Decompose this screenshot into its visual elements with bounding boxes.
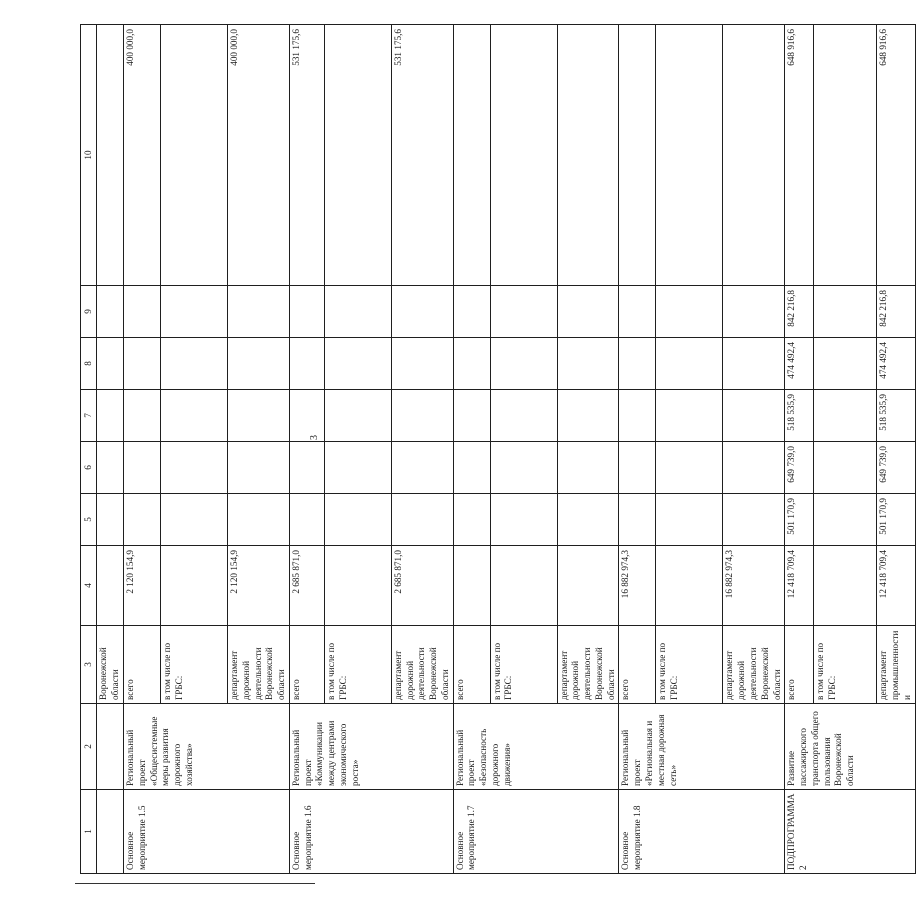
value-cell <box>124 338 161 390</box>
value-cell <box>723 338 785 390</box>
value-cell <box>656 338 723 390</box>
value-cell <box>723 390 785 442</box>
value-cell: 400 000,0 <box>124 25 161 286</box>
value-cell <box>656 390 723 442</box>
value-cell <box>228 390 290 442</box>
value-cell <box>814 25 877 286</box>
table-row <box>785 25 814 874</box>
value-cell <box>289 286 324 338</box>
value-cell: 648 916,6 <box>877 25 915 286</box>
page-number: 3 <box>309 435 320 440</box>
value-cell: 400 000,0 <box>228 25 290 286</box>
value-cell <box>324 25 391 286</box>
value-cell: 12 418 709,4 <box>785 546 814 626</box>
value-cell: 649 739,0 <box>877 442 915 494</box>
value-cell <box>619 494 656 546</box>
line-label-cell: в том числе по ГРБС: <box>490 626 557 704</box>
value-cell <box>97 442 124 494</box>
project-cell: Региональный проект «Общесистемные меры развития дорожного хозяйства» <box>124 704 290 790</box>
value-cell: 531 175,6 <box>391 25 453 286</box>
value-cell <box>723 25 785 286</box>
table-cell <box>97 704 124 790</box>
value-cell <box>557 286 619 338</box>
line-label-cell: департамент дорожной деятельности Воронежской области <box>723 626 785 704</box>
value-cell <box>723 286 785 338</box>
value-cell <box>814 286 877 338</box>
value-cell <box>453 442 490 494</box>
value-cell <box>656 546 723 626</box>
activity-cell: Основное мероприятие 1.8 <box>619 790 785 874</box>
header-cell: 10 <box>81 25 97 286</box>
value-cell <box>490 546 557 626</box>
budget-table <box>80 24 916 874</box>
header-cell: 4 <box>81 546 97 626</box>
footer-rule <box>75 883 315 884</box>
table-row <box>289 25 324 874</box>
value-cell <box>289 390 324 442</box>
value-cell <box>97 390 124 442</box>
value-cell <box>228 286 290 338</box>
activity-cell: Основное мероприятие 1.5 <box>124 790 290 874</box>
value-cell <box>453 390 490 442</box>
value-cell <box>324 338 391 390</box>
line-label-cell: в том числе по ГРБС: <box>324 626 391 704</box>
value-cell <box>97 25 124 286</box>
value-cell <box>557 442 619 494</box>
value-cell: 2 685 871,0 <box>391 546 453 626</box>
line-label-cell: всего <box>619 626 656 704</box>
table-cell <box>97 790 124 874</box>
value-cell <box>656 442 723 494</box>
value-cell: 16 882 974,3 <box>619 546 656 626</box>
value-cell <box>453 286 490 338</box>
value-cell <box>814 494 877 546</box>
line-label-cell: департамент дорожной деятельности Воронежской области <box>228 626 290 704</box>
value-cell: 16 882 974,3 <box>723 546 785 626</box>
value-cell <box>490 286 557 338</box>
value-cell <box>324 442 391 494</box>
table-row <box>619 25 656 874</box>
header-cell: 8 <box>81 338 97 390</box>
value-cell: 842 216,8 <box>877 286 915 338</box>
value-cell: 518 535,9 <box>877 390 915 442</box>
value-cell <box>814 442 877 494</box>
line-label-cell: всего <box>785 626 814 704</box>
line-label-cell: в том числе по ГРБС: <box>161 626 228 704</box>
value-cell <box>453 338 490 390</box>
header-cell: 9 <box>81 286 97 338</box>
carry-over-cell: Воронежской области <box>97 626 124 704</box>
header-cell: 6 <box>81 442 97 494</box>
value-cell <box>124 494 161 546</box>
value-cell <box>723 494 785 546</box>
value-cell <box>228 442 290 494</box>
value-cell <box>619 390 656 442</box>
value-cell <box>656 494 723 546</box>
value-cell <box>161 25 228 286</box>
value-cell <box>557 338 619 390</box>
value-cell <box>814 546 877 626</box>
value-cell: 501 170,9 <box>877 494 915 546</box>
value-cell <box>619 338 656 390</box>
value-cell: 474 492,4 <box>785 338 814 390</box>
line-label-cell: в том числе по ГРБС: <box>814 626 877 704</box>
value-cell: 2 120 154,9 <box>124 546 161 626</box>
value-cell <box>557 390 619 442</box>
value-cell <box>619 286 656 338</box>
value-cell: 842 216,8 <box>785 286 814 338</box>
value-cell <box>453 494 490 546</box>
value-cell <box>324 494 391 546</box>
value-cell <box>814 338 877 390</box>
value-cell <box>161 546 228 626</box>
activity-cell: Основное мероприятие 1.7 <box>453 790 619 874</box>
value-cell <box>723 442 785 494</box>
header-cell: 5 <box>81 494 97 546</box>
value-cell <box>97 494 124 546</box>
project-cell: Развитие пассажирского транспорта общего пользования Воронежской области <box>785 704 915 790</box>
value-cell <box>391 286 453 338</box>
line-label-cell: всего <box>289 626 324 704</box>
value-cell <box>490 442 557 494</box>
line-label-cell: в том числе по ГРБС: <box>656 626 723 704</box>
value-cell <box>97 546 124 626</box>
value-cell <box>161 442 228 494</box>
value-cell <box>557 494 619 546</box>
value-cell <box>656 25 723 286</box>
value-cell <box>453 546 490 626</box>
line-label-cell: департамент дорожной деятельности Воронежской области <box>391 626 453 704</box>
table-row <box>97 25 124 874</box>
value-cell <box>490 338 557 390</box>
value-cell <box>490 494 557 546</box>
header-cell: 2 <box>81 704 97 790</box>
value-cell <box>391 338 453 390</box>
header-cell: 3 <box>81 626 97 704</box>
value-cell <box>97 286 124 338</box>
value-cell <box>557 25 619 286</box>
table-row <box>124 25 161 874</box>
value-cell <box>124 286 161 338</box>
value-cell <box>324 546 391 626</box>
value-cell <box>814 390 877 442</box>
project-cell: Региональный проект «Региональная и местная дорожная сеть» <box>619 704 785 790</box>
project-cell: Региональный проект «Безопасность дорожного движения» <box>453 704 619 790</box>
value-cell <box>124 390 161 442</box>
value-cell <box>619 442 656 494</box>
value-cell: 474 492,4 <box>877 338 915 390</box>
value-cell <box>490 25 557 286</box>
value-cell <box>391 442 453 494</box>
line-label-cell: всего <box>124 626 161 704</box>
value-cell: 501 170,9 <box>785 494 814 546</box>
value-cell: 518 535,9 <box>785 390 814 442</box>
value-cell <box>124 442 161 494</box>
value-cell <box>557 546 619 626</box>
header-cell: 1 <box>81 790 97 874</box>
header-cell: 7 <box>81 390 97 442</box>
value-cell <box>490 390 557 442</box>
activity-cell: Основное мероприятие 1.6 <box>289 790 453 874</box>
value-cell <box>289 494 324 546</box>
table-row <box>453 25 490 874</box>
value-cell <box>453 25 490 286</box>
line-label-cell: всего <box>453 626 490 704</box>
value-cell <box>289 338 324 390</box>
value-cell <box>161 494 228 546</box>
value-cell <box>289 442 324 494</box>
value-cell <box>656 286 723 338</box>
project-cell: Региональный проект «Коммуникации между центрами экономического роста» <box>289 704 453 790</box>
value-cell <box>619 25 656 286</box>
value-cell <box>324 390 391 442</box>
value-cell: 531 175,6 <box>289 25 324 286</box>
value-cell <box>228 338 290 390</box>
value-cell: 649 739,0 <box>785 442 814 494</box>
value-cell <box>97 338 124 390</box>
value-cell <box>161 390 228 442</box>
table-header-row <box>81 25 97 874</box>
value-cell <box>228 494 290 546</box>
value-cell <box>161 338 228 390</box>
value-cell: 2 120 154,9 <box>228 546 290 626</box>
value-cell <box>391 494 453 546</box>
value-cell <box>161 286 228 338</box>
line-label-cell: департамент промышленности и <box>877 626 915 704</box>
value-cell: 12 418 709,4 <box>877 546 915 626</box>
line-label-cell: департамент дорожной деятельности Воронежской области <box>557 626 619 704</box>
value-cell: 2 685 871,0 <box>289 546 324 626</box>
value-cell <box>391 390 453 442</box>
value-cell <box>324 286 391 338</box>
activity-cell: ПОДПРОГРАММА 2 <box>785 790 915 874</box>
value-cell: 648 916,6 <box>785 25 814 286</box>
